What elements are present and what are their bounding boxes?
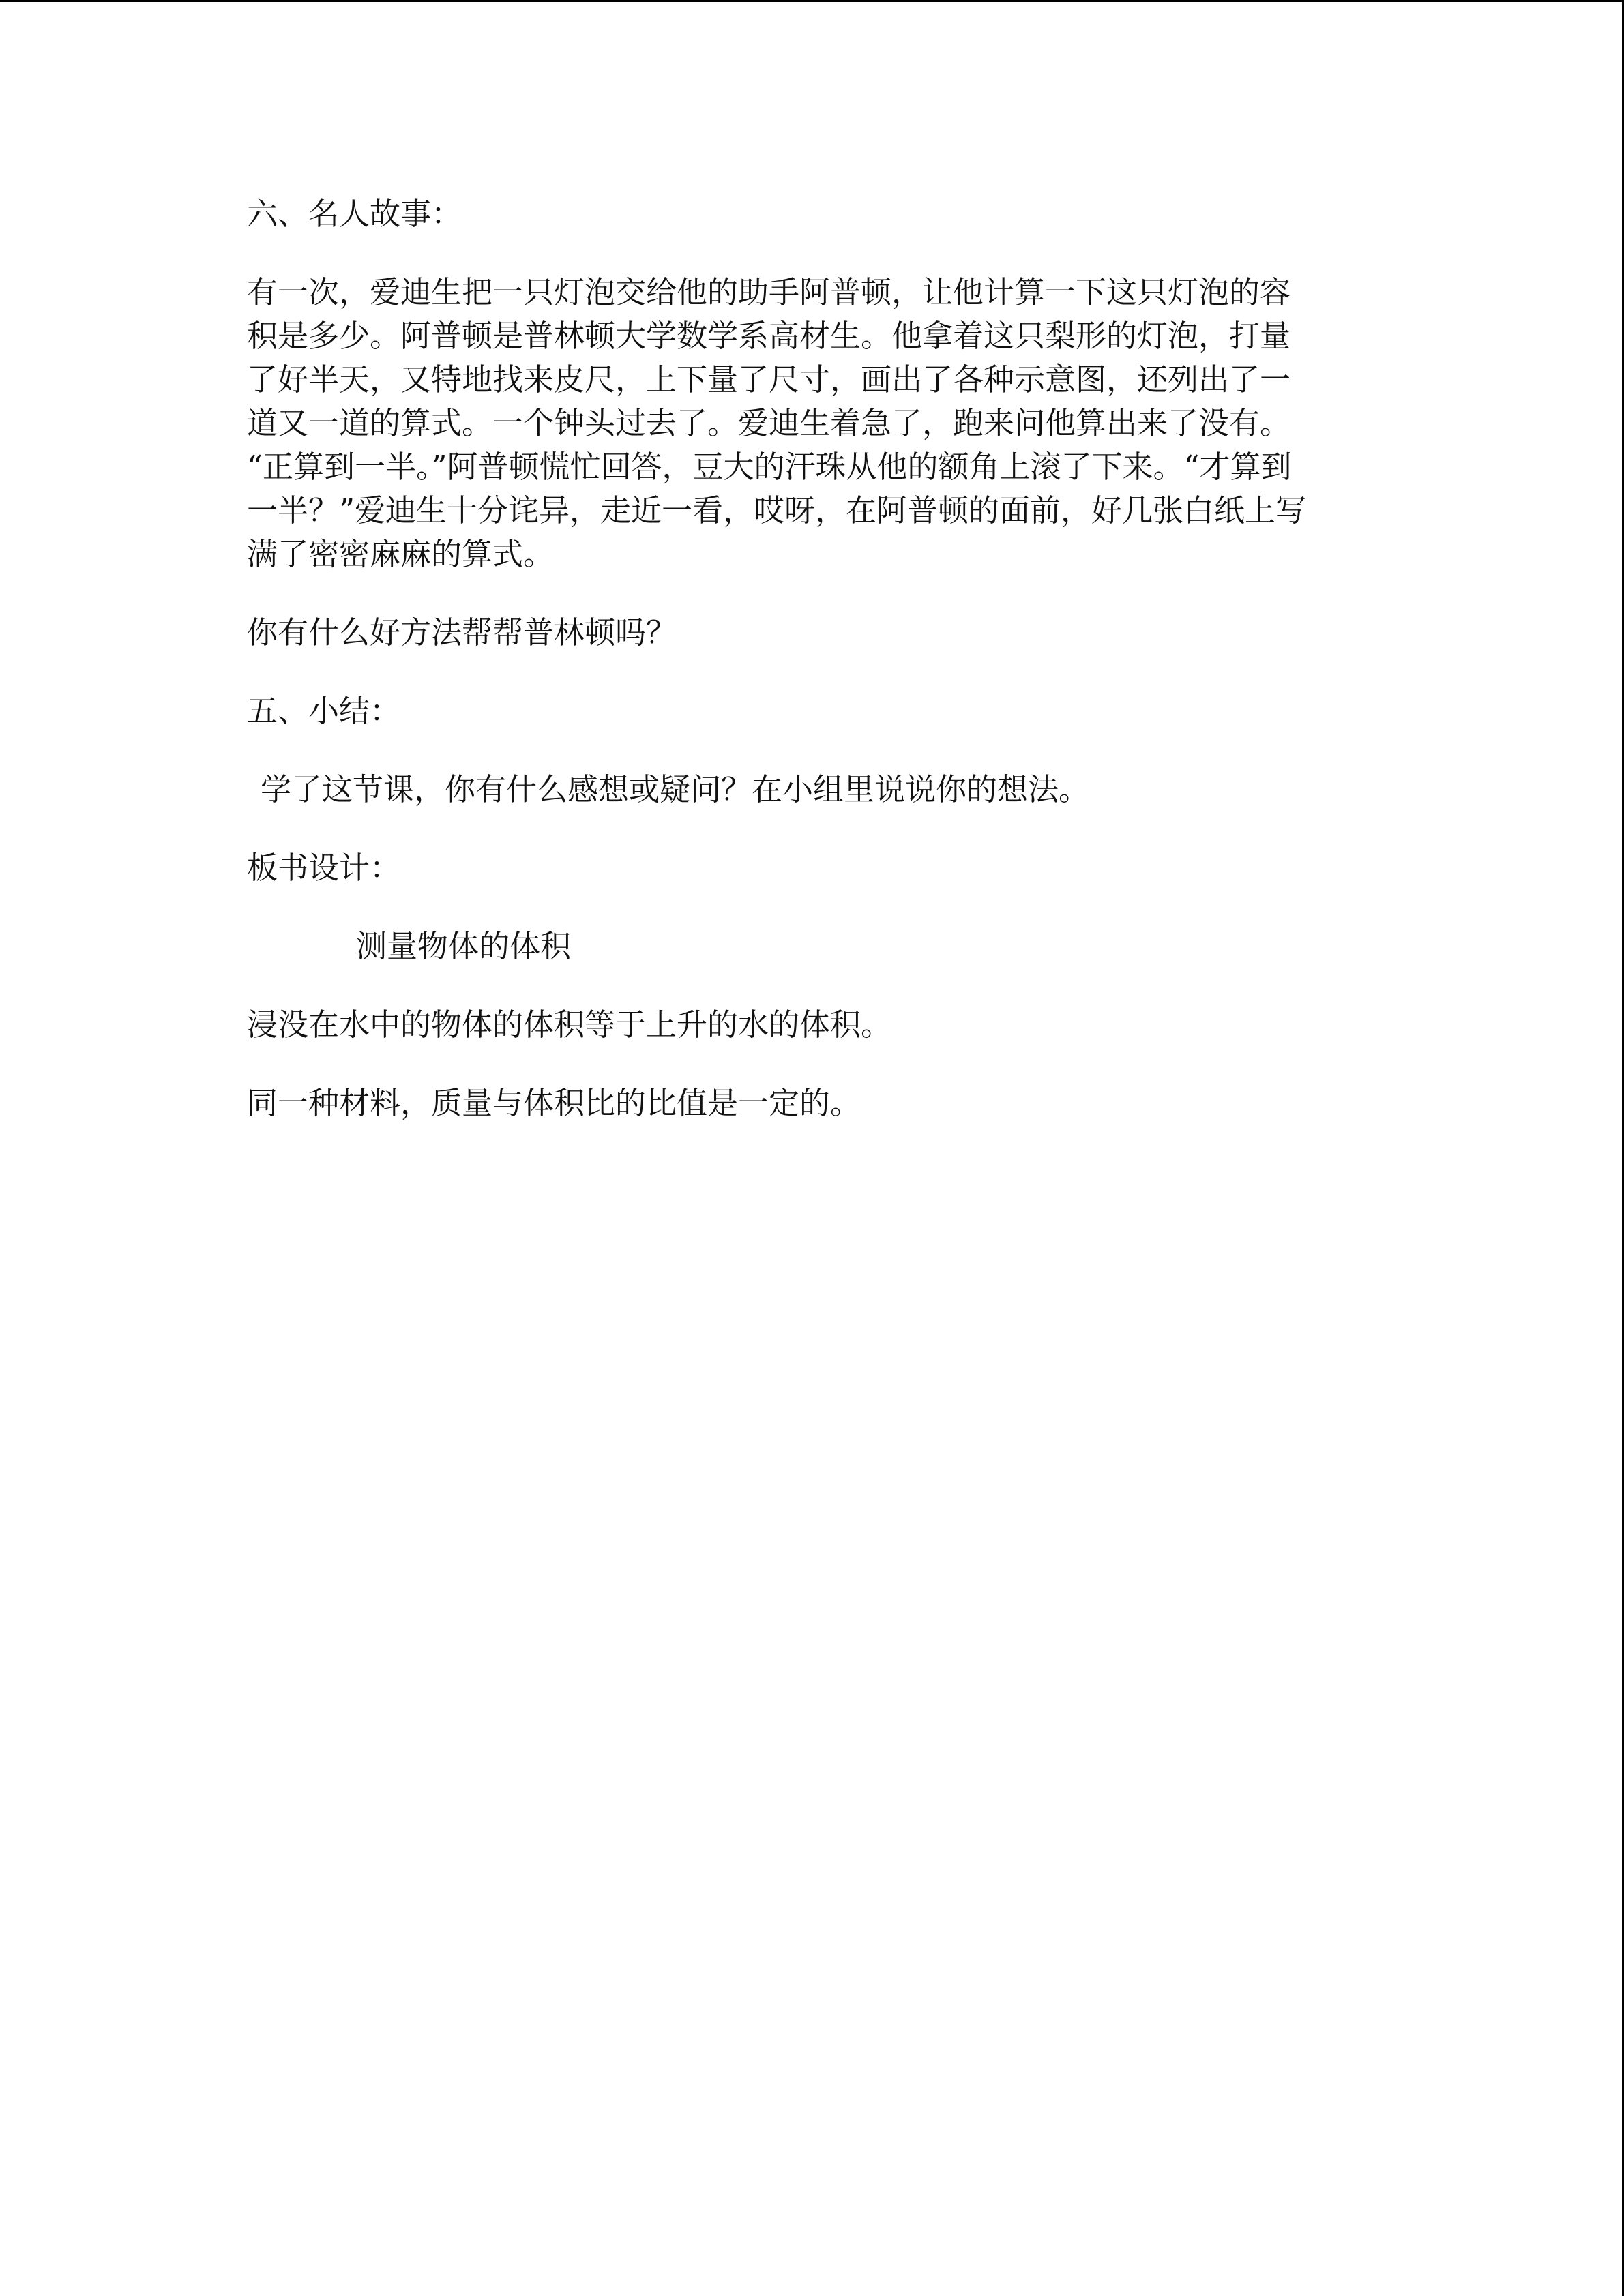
story-line: 道又一道的算式。一个钟头过去了。爱迪生着急了，跑来问他算出来了没有。: [247, 405, 1291, 441]
board-line-displacement: 浸没在水中的物体的体积等于上升的水的体积。: [247, 1007, 892, 1043]
section-heading-famous-story: 六、名人故事：: [247, 196, 462, 232]
spacer: [247, 811, 1379, 846]
board-design-heading: 板书设计：: [247, 850, 401, 886]
story-line: 有一次，爱迪生把一只灯泡交给他的助手阿普顿，让他计算一下这只灯泡的容: [247, 274, 1291, 310]
section-heading-summary: 五、小结：: [247, 693, 401, 729]
summary-prompt: 学了这节课，你有什么感想或疑问？在小组里说说你的想法。: [261, 771, 1090, 807]
spacer: [247, 1047, 1379, 1082]
spacer: [247, 968, 1379, 1003]
page-top-border: [0, 0, 1624, 2]
spacer: [247, 655, 1379, 689]
story-line: “正算到一半。”阿普顿慌忙回答，豆大的汗珠从他的额角上滚了下来。“才算到: [247, 449, 1292, 485]
story-line: 了好半天，又特地找来皮尺，上下量了尺寸，画出了各种示意图，还列出了一: [247, 361, 1291, 398]
spacer: [247, 890, 1379, 925]
spacer: [247, 576, 1379, 611]
document-body: [247, 192, 1379, 1125]
board-line-density: 同一种材料，质量与体积比的比值是一定的。: [247, 1085, 861, 1121]
story-paragraph: [247, 271, 1379, 576]
board-title: 测量物体的体积: [356, 928, 572, 964]
story-line: 满了密密麻麻的算式。: [247, 536, 555, 572]
question-text: 你有什么好方法帮帮普林顿吗？: [247, 614, 677, 651]
story-line: 积是多少。阿普顿是普林顿大学数学系高材生。他拿着这只梨形的灯泡，打量: [247, 318, 1291, 354]
spacer: [247, 236, 1379, 271]
spacer: [247, 733, 1379, 768]
story-line: 一半？”爱迪生十分诧异，走近一看，哎呀，在阿普顿的面前，好几张白纸上写: [247, 492, 1307, 528]
